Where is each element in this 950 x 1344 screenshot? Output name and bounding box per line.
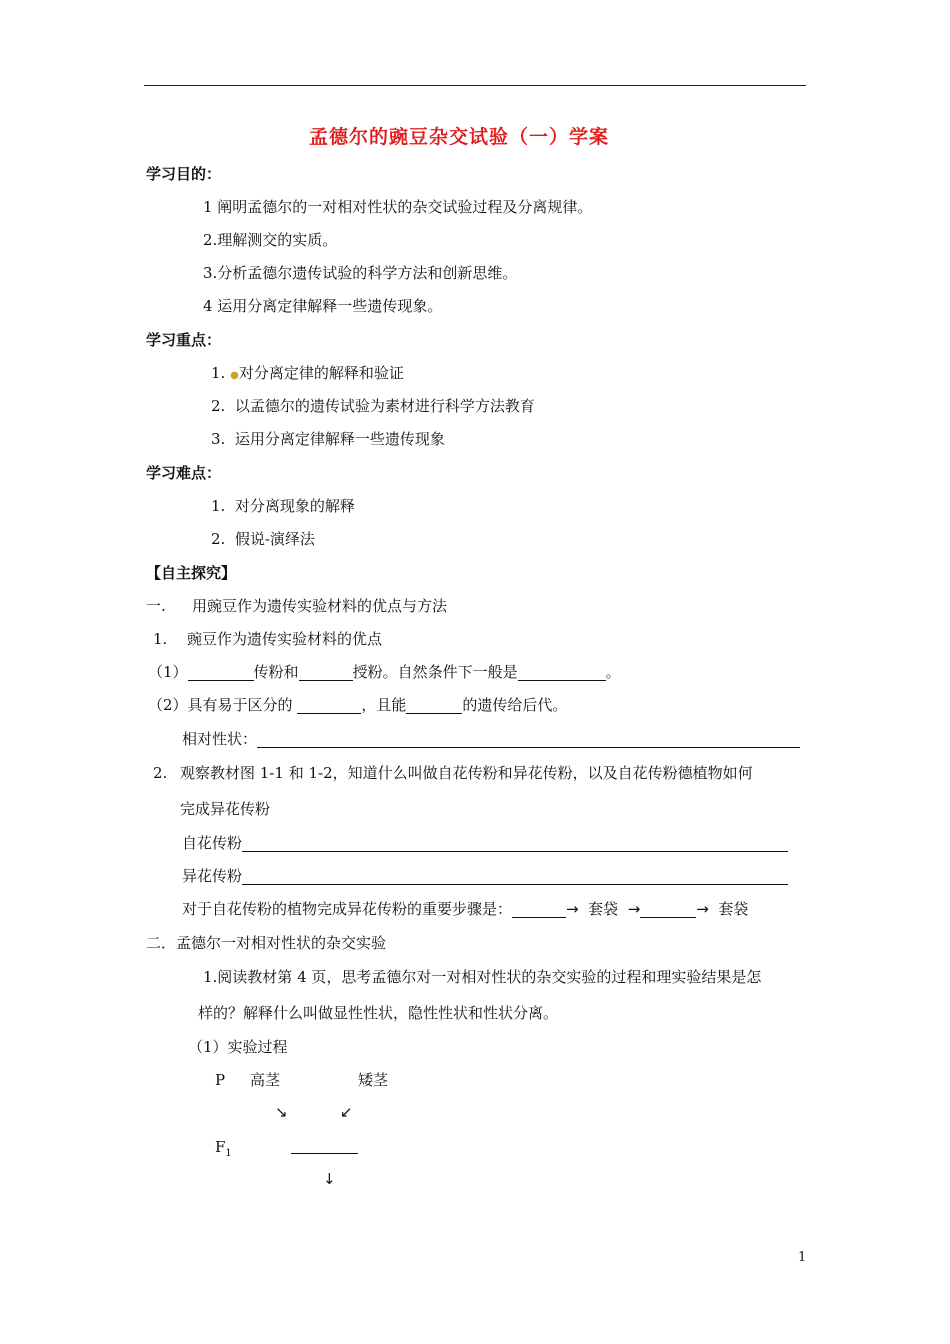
objective-item: 1 阐明孟德尔的一对相对性状的杂交试验过程及分离规律。	[203, 198, 593, 216]
key-point-text: 以孟德尔的遗传试验为素材进行科学方法教育	[234, 397, 535, 415]
document-title: 孟德尔的豌豆杂交试验（一）学案	[309, 126, 610, 148]
steps-line	[182, 900, 748, 918]
key-point-item	[211, 364, 404, 385]
down-right-arrow-icon: ↘	[275, 1103, 288, 1121]
key-point-number: 1.	[211, 364, 226, 382]
question-2-text: 观察教材图 1-1 和 1-2，知道什么叫做自花传粉和异花传粉，以及自花传粉德植物如何	[180, 764, 753, 782]
cross-pollination-line	[182, 867, 788, 885]
f1-subscript: 1	[225, 1148, 232, 1159]
difficulty-item	[211, 530, 315, 548]
steps-lead: 对于自花传粉的植物完成异花传粉的重要步骤是：	[182, 900, 513, 918]
section-two-question: 1.阅读教材第 4 页，思考孟德尔对一对相对性状的杂交实验的过程和理实验结果是怎	[203, 968, 762, 986]
key-point-item	[211, 430, 445, 448]
cross-pollination-label: 异花传粉	[182, 867, 243, 885]
answer-blank[interactable]	[299, 664, 353, 681]
fill-line-lead: （2）具有易于区分的	[148, 696, 293, 714]
section-two-question-continued: 样的？解释什么叫做显性性状，隐性性状和性状分离。	[198, 1004, 559, 1022]
objectives-heading: 学习目的：	[146, 165, 222, 183]
answer-blank[interactable]	[518, 664, 606, 681]
question-1-title: 豌豆作为遗传实验材料的优点	[187, 630, 383, 648]
page-number: 1	[798, 1250, 807, 1265]
header-rule	[144, 85, 806, 86]
difficulty-item	[211, 497, 355, 515]
answer-blank[interactable]	[242, 835, 788, 852]
difficulty-text: 假说-演绎法	[234, 530, 315, 548]
fill-line-text: 传粉和	[253, 663, 299, 681]
tall-stem-label: 高茎	[250, 1071, 281, 1089]
question-1-number: 1.	[153, 630, 168, 648]
f1-blank-line	[291, 1136, 358, 1154]
key-point-item	[211, 397, 535, 415]
self-pollination-line	[182, 834, 788, 852]
answer-blank[interactable]	[512, 901, 566, 918]
fill-line-lead: （1）	[148, 663, 188, 681]
question-2-text-continued: 完成异花传粉	[180, 800, 271, 818]
fill-line-2	[148, 696, 567, 714]
answer-blank[interactable]	[297, 697, 361, 714]
key-point-number: 2.	[211, 397, 226, 415]
relative-traits-label: 相对性状：	[182, 730, 258, 748]
experiment-process-heading: （1）实验过程	[188, 1038, 288, 1056]
objective-item: 2.理解测交的实质。	[203, 231, 338, 249]
explore-heading: 【自主探究】	[146, 564, 237, 582]
right-arrow-icon: →	[696, 900, 709, 918]
section-one-title: 用豌豆作为遗传实验材料的优点与方法	[192, 597, 448, 615]
key-point-text: 运用分离定律解释一些遗传现象	[234, 430, 445, 448]
self-pollination-label: 自花传粉	[182, 834, 243, 852]
section-one-number: 一.	[146, 597, 166, 615]
fill-line-text: ，且能	[361, 696, 407, 714]
down-arrow-icon: ↓	[323, 1170, 336, 1188]
fill-line-text: 的遗传给后代。	[462, 696, 568, 714]
fill-line-1	[148, 663, 621, 681]
answer-blank[interactable]	[257, 731, 800, 748]
fill-line-text: 授粉。自然条件下一般是	[352, 663, 518, 681]
down-left-arrow-icon: ↙	[340, 1103, 353, 1121]
answer-blank[interactable]	[640, 901, 696, 918]
parent-generation-label: P	[215, 1071, 226, 1089]
step-bag: 套袋	[718, 900, 749, 918]
objective-item: 3.分析孟德尔遗传试验的科学方法和创新思维。	[203, 264, 518, 282]
objective-item: 4 运用分离定律解释一些遗传现象。	[203, 297, 443, 315]
section-two-title: 二．孟德尔一对相对性状的杂交实验	[146, 934, 387, 952]
f1-generation-label	[215, 1138, 232, 1163]
f1-base: F	[215, 1138, 226, 1156]
key-point-number: 3.	[211, 430, 226, 448]
relative-traits-line	[182, 730, 800, 748]
right-arrow-icon: →	[627, 900, 641, 918]
difficulty-number: 2.	[211, 530, 226, 548]
bullet-dot: ●	[230, 370, 239, 381]
fill-line-text: 。	[605, 663, 621, 681]
key-points-heading: 学习重点：	[146, 331, 222, 349]
question-2-number: 2.	[153, 764, 168, 782]
difficulty-number: 1.	[211, 497, 226, 515]
answer-blank[interactable]	[188, 664, 254, 681]
answer-blank[interactable]	[291, 1137, 358, 1154]
answer-blank[interactable]	[406, 697, 462, 714]
step-bag: 套袋	[588, 900, 619, 918]
right-arrow-icon: →	[566, 900, 579, 918]
short-stem-label: 矮茎	[358, 1071, 389, 1089]
key-point-text: 对分离定律的解释和验证	[238, 364, 404, 382]
answer-blank[interactable]	[242, 868, 788, 885]
difficulty-text: 对分离现象的解释	[234, 497, 355, 515]
difficulties-heading: 学习难点：	[146, 464, 222, 482]
